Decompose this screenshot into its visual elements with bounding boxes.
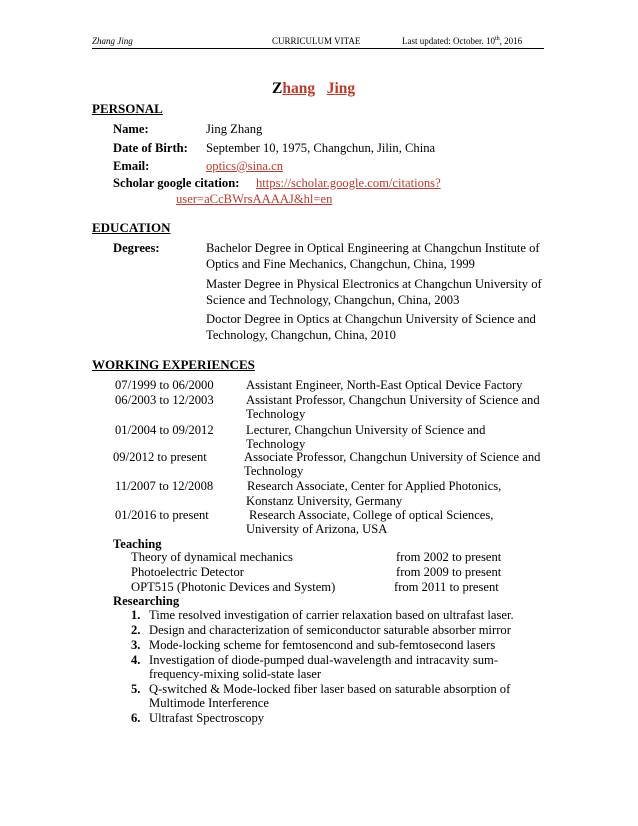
research-item (131, 682, 510, 697)
research-num: 5. (131, 682, 141, 696)
research-num: 6. (131, 711, 141, 725)
degrees-label: Degrees: (113, 241, 160, 255)
work-heading: WORKING EXPERIENCES (92, 357, 255, 372)
job-desc: Technology (246, 437, 306, 451)
header-updated-suffix: , 2016 (499, 36, 523, 46)
title-first-letter: Z (272, 80, 283, 97)
name-label: Name: (113, 122, 149, 136)
title-first-rest: hang (282, 80, 316, 97)
course-period: from 2002 to present (396, 550, 502, 564)
research-text-cont: Multimode Interference (149, 696, 269, 710)
research-num: 2. (131, 623, 141, 637)
scholar-link-line1[interactable]: https://scholar.google.com/citations? (256, 176, 441, 190)
header-author: Zhang Jing (92, 36, 133, 46)
course-period: from 2011 to present (394, 580, 499, 594)
research-num: 3. (131, 638, 141, 652)
job-desc: Research Associate, College of optical Sciences, (249, 508, 494, 522)
research-num: 1. (131, 608, 141, 622)
degree-line: Technology, Changchun, China, 2010 (206, 328, 396, 342)
personal-heading: PERSONAL (92, 101, 163, 116)
name-value: Jing Zhang (206, 122, 263, 136)
job-desc: Assistant Engineer, North-East Optical Device Factory (246, 378, 523, 392)
job-desc: Assistant Professor, Changchun University of Science and (246, 393, 540, 407)
degree-line: Master Degree in Physical Electronics at Changchun University of (206, 277, 542, 291)
job-period: 09/2012 to present (113, 450, 207, 464)
course-period: from 2009 to present (396, 565, 502, 579)
course-name: OPT515 (Photonic Devices and System) (131, 580, 336, 594)
job-desc: Associate Professor, Changchun University of Science and (244, 450, 541, 464)
course-name: Theory of dynamical mechanics (131, 550, 293, 564)
research-text: Investigation of diode-pumped dual-wavelength and intracavity sum- (149, 653, 499, 667)
header-updated (402, 36, 522, 46)
research-item (131, 623, 511, 638)
dob-value: September 10, 1975, Changchun, Jilin, China (206, 141, 436, 155)
research-text: Design and characterization of semiconductor saturable absorber mirror (149, 623, 511, 637)
research-item (131, 608, 514, 623)
research-item (131, 653, 498, 668)
header-title: CURRICULUM VITAE (272, 36, 361, 46)
scholar-link-line2[interactable]: user=aCcBWrsAAAAJ&hl=en (176, 192, 333, 206)
research-text: Time resolved investigation of carrier relaxation based on ultrafast laser. (149, 608, 514, 622)
education-heading: EDUCATION (92, 220, 171, 235)
job-desc: Lecturer, Changchun University of Science and (246, 423, 486, 437)
research-num: 4. (131, 653, 141, 667)
degree-line: Doctor Degree in Optics at Changchun University of Science and (206, 312, 536, 326)
job-desc: Technology (246, 407, 306, 421)
teaching-heading: Teaching (113, 537, 162, 551)
dob-label: Date of Birth: (113, 141, 188, 155)
job-period: 07/1999 to 06/2000 (115, 378, 214, 392)
email-link[interactable]: optics@sina.cn (206, 159, 284, 173)
job-desc: Technology (244, 464, 304, 478)
course-name: Photoelectric Detector (131, 565, 244, 579)
research-item (131, 638, 495, 653)
page-title (272, 80, 355, 98)
title-last: Jing (326, 80, 356, 97)
job-desc: University of Arizona, USA (246, 522, 388, 536)
research-text: Mode-locking scheme for femtosencond and sub-femtosecond lasers (149, 638, 496, 652)
research-text: Ultrafast Spectroscopy (149, 711, 265, 725)
header-rule (92, 48, 544, 49)
research-text-cont: frequency-mixing solid-state laser (149, 667, 322, 681)
degree-line: Bachelor Degree in Optical Engineering at Changchun Institute of (206, 241, 540, 255)
job-period: 01/2004 to 09/2012 (115, 423, 214, 437)
job-desc: Konstanz University, Germany (246, 494, 403, 508)
header-updated-prefix: Last updated: October. 10 (402, 36, 495, 46)
research-heading: Researching (113, 594, 180, 608)
header-updated-sup: th (494, 36, 500, 42)
research-text: Q-switched & Mode-locked fiber laser based on saturable absorption of (149, 682, 511, 696)
scholar-label: Scholar google citation: (113, 176, 240, 190)
research-item (131, 711, 264, 726)
job-period: 01/2016 to present (115, 508, 209, 522)
degree-line: Science and Technology, Changchun, China, 2003 (206, 293, 460, 307)
job-period: 11/2007 to 12/2008 (115, 479, 214, 493)
job-period: 06/2003 to 12/2003 (115, 393, 214, 407)
email-label: Email: (113, 159, 150, 173)
degree-line: Optics and Fine Mechanics, Changchun, China, 1999 (206, 257, 475, 271)
job-desc: Research Associate, Center for Applied Photonics, (247, 479, 502, 493)
